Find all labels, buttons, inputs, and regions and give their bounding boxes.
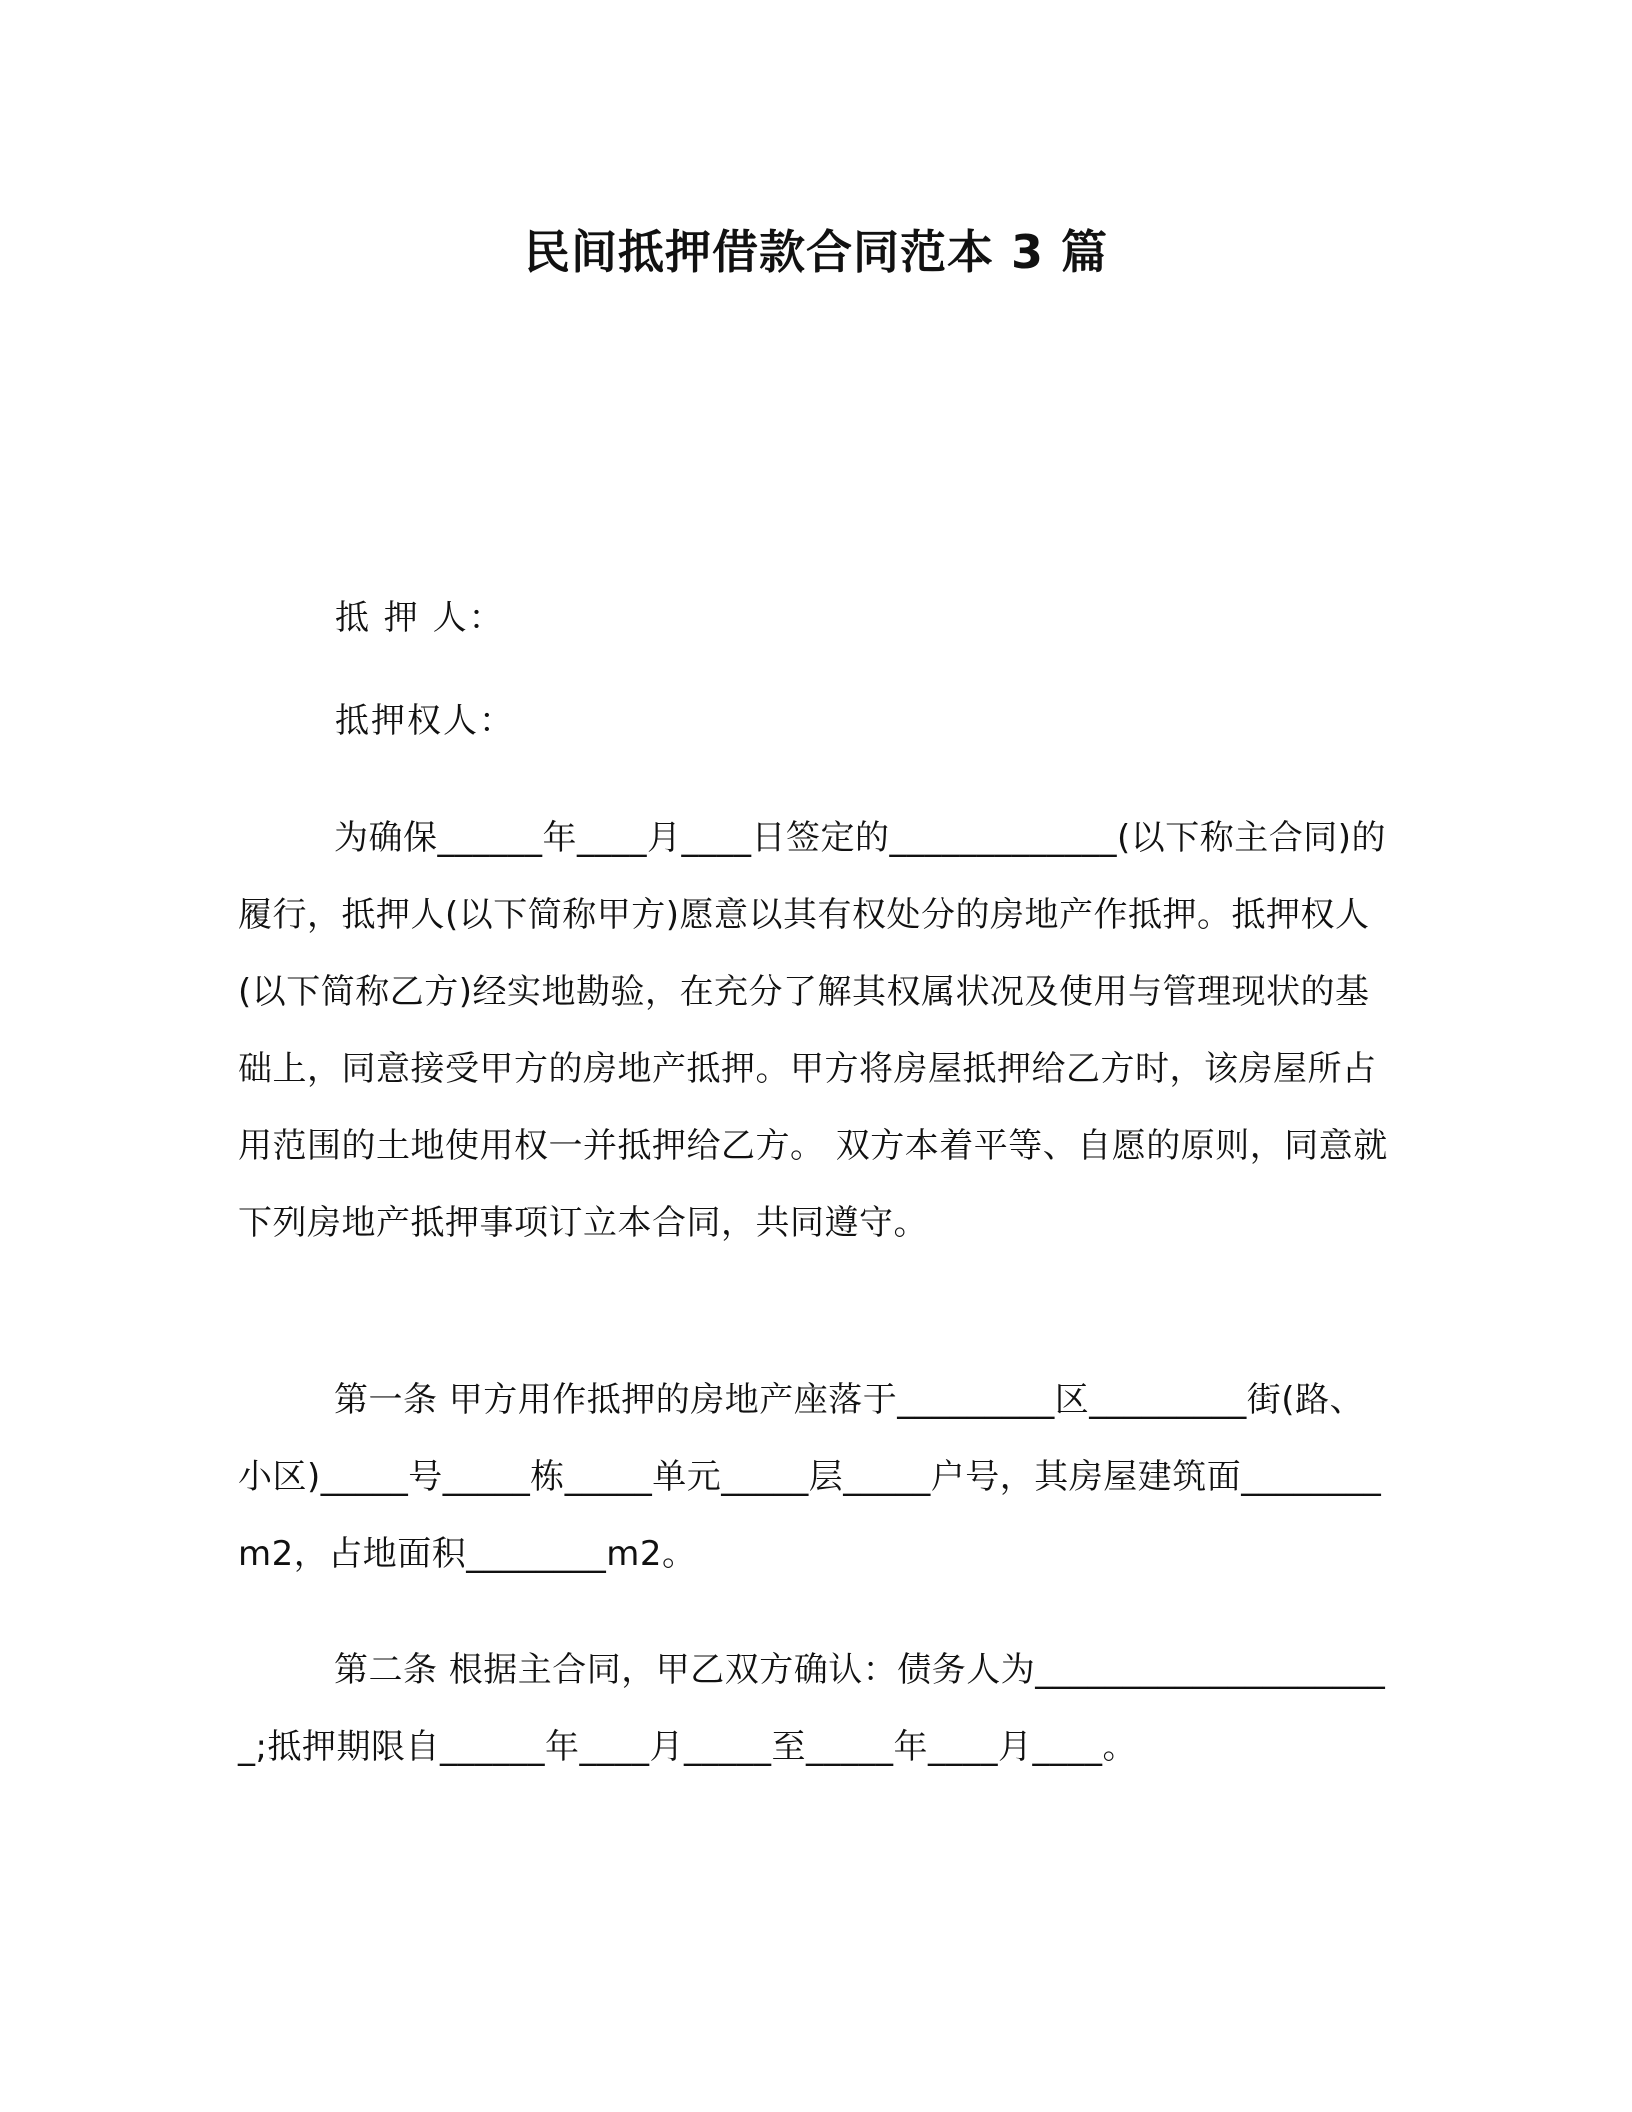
paragraph-preamble <box>238 800 1388 1262</box>
paragraph-text: 为确保______年____月____日签定的_____________(以下称主合同)的履行，抵押人(以下简称甲方)愿意以其有权处分的房地产作抵押。抵押权人(以下简称乙方)经实地勘验，在充分了解其权属状况及使用与管理现状的基础上，同意接受甲方的房地产抵押。甲方将房屋抵押给乙方时，该房屋所占用范围的土地使用权一并抵押给乙方。 双方本着平等、自愿的原则，同意就下列房地产抵押事项订立本合同，共同遵守。 <box>238 818 1388 1243</box>
paragraph-text: 第二条 根据主合同，甲乙双方确认：债务人为_____________________;抵押期限自______年____月_____至_____年____月____。 <box>238 1650 1386 1767</box>
mortgagor-label: 抵 押 人： <box>335 598 505 638</box>
mortgagee-label: 抵押权人： <box>335 701 515 741</box>
paragraph-text: 第一条 甲方用作抵押的房地产座落于_________区_________街(路、小区)_____号_____栋_____单元_____层_____户号，其房屋建筑面________m2，占地面积________m2。 <box>238 1380 1382 1574</box>
paragraph-article-1 <box>238 1362 1388 1593</box>
paragraph-article-2 <box>238 1632 1388 1786</box>
document-title: 民间抵押借款合同范本 3 篇 <box>523 225 1109 279</box>
